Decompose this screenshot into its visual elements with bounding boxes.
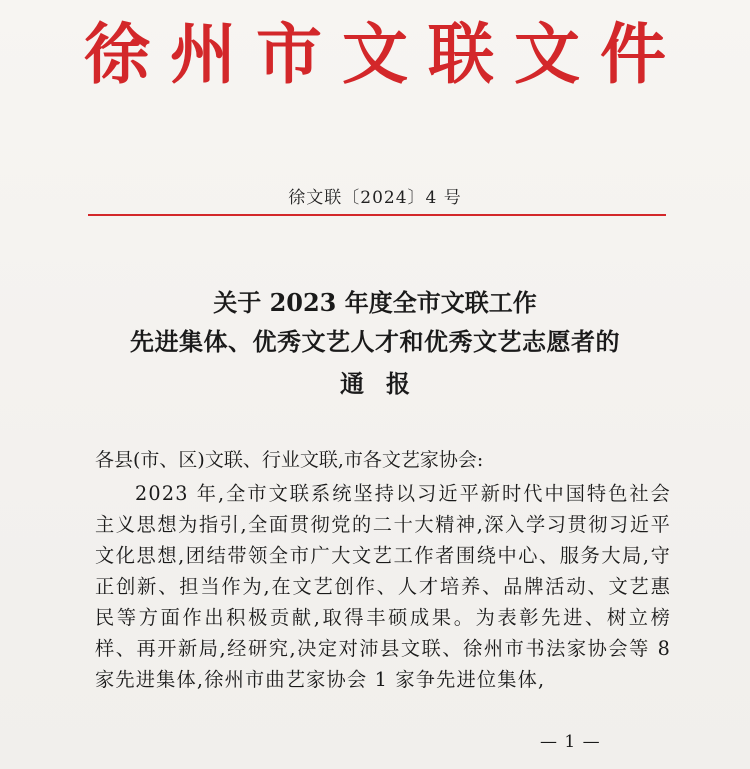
issuer-header-title: 徐州市文联文件 xyxy=(84,15,686,93)
notice-title-line-1: 关于 2023 年度全市文联工作 xyxy=(213,288,537,317)
red-divider-line xyxy=(88,214,666,216)
body-paragraph: 2023 年,全市文联系统坚持以习近平新时代中国特色社会主义思想为指引,全面贯彻党的二十大精神,深入学习贯彻习近平文化思想,团结带领全市广大文艺工作者围绕中心、服务大局,守正创新、担当作为,在文艺创作、人才培养、品牌活动、文艺惠民等方面作出积极贡献,取得丰硕成果。为表彰先进、树立榜样、再开新局,经研究,决定对沛县文联、徐州市书法家协会等 8 家先进集体,徐州市曲艺家协会 1 家争先进位集体, xyxy=(95,482,671,691)
salutation: 各县(市、区)文联、行业文联,市各文艺家协会: xyxy=(95,449,484,471)
notice-title-line-3: 通报 xyxy=(340,369,432,398)
notice-title-line-2: 先进集体、优秀文艺人才和优秀文艺志愿者的 xyxy=(130,327,620,356)
document-number: 徐文联〔2024〕4 号 xyxy=(288,188,462,208)
page-number: — 1 — xyxy=(540,732,601,752)
